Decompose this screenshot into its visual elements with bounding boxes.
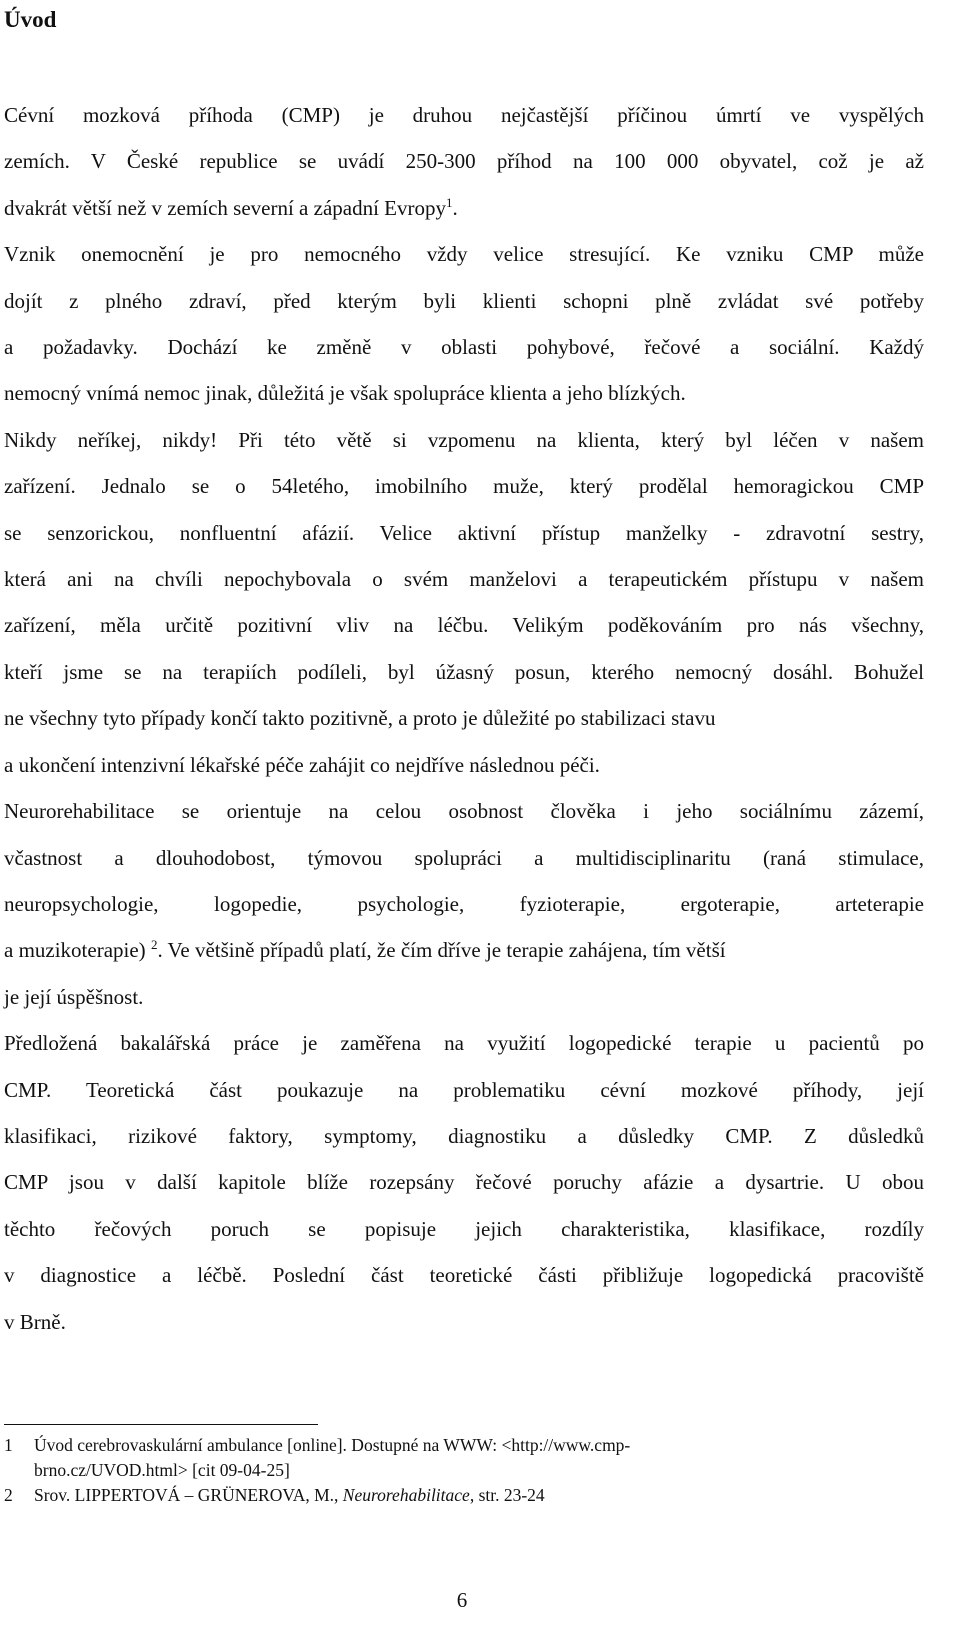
text-line: zařízení. Jednalo se o 54letého, imobilního muže, který prodělal hemoragickou CMP xyxy=(4,474,924,499)
text-line: a požadavky. Dochází ke změně v oblasti pohybové, řečové a sociální. Každý xyxy=(4,335,924,360)
text-line: kteří jsme se na terapiích podíleli, byl úžasný posun, kterého nemocný dosáhl. Bohužel xyxy=(4,659,924,684)
text-line: dojít z plného zdraví, před kterým byli klienti schopni plně zvládat své potřeby xyxy=(4,288,924,313)
text-line: včastnost a dlouhodobost, týmovou spolupráci a multidisciplinaritu (raná stimulace, xyxy=(4,845,924,870)
text-line: CMP. Teoretická část poukazuje na problematiku cévní mozkové příhody, její xyxy=(4,1077,924,1102)
text-line: v diagnostice a léčbě. Poslední část teoretické části přibližuje logopedická pracoviště xyxy=(4,1263,924,1288)
text-fragment: . Ve většině případů platí, že čím dříve je terapie zahájena, tím větší xyxy=(157,938,726,963)
text-line: Cévní mozková příhoda (CMP) je druhou nejčastější příčinou úmrtí ve vyspělých xyxy=(4,103,924,127)
footnote-number: 2 xyxy=(4,1485,13,1505)
text-line xyxy=(4,185,924,231)
text-line: nemocný vnímá nemoc jinak, důležitá je však spolupráce klienta a jeho blízkých. xyxy=(4,381,686,406)
text-line: zařízení, měla určitě pozitivní vliv na léčbu. Velikým poděkováním pro nás všechny, xyxy=(4,613,924,638)
footnote-fragment: , str. 23-24 xyxy=(469,1485,545,1505)
text-fragment: . xyxy=(452,195,458,220)
text-line: Neurorehabilitace se orientuje na celou osobnost člověka i jeho sociálnímu zázemí, xyxy=(4,799,924,824)
text-line: a ukončení intenzivní lékařské péče zahájit co nejdříve následnou péči. xyxy=(4,752,600,777)
text-line: je její úspěšnost. xyxy=(4,984,144,1009)
footnote-line: brno.cz/UVOD.html> [cit 09-04-25] xyxy=(34,1460,290,1480)
section-heading: Úvod xyxy=(4,7,57,32)
text-line: Vznik onemocnění je pro nemocného vždy velice stresující. Ke vzniku CMP může xyxy=(4,242,924,267)
text-line: CMP jsou v další kapitole blíže rozepsány řečové poruchy afázie a dysartrie. U obou xyxy=(4,1170,924,1195)
text-line: klasifikaci, rizikové faktory, symptomy, diagnostiku a důsledky CMP. Z důsledků xyxy=(4,1123,924,1148)
text-line: zemích. V České republice se uvádí 250-300 příhod na 100 000 obyvatel, což je až xyxy=(4,149,924,174)
page-number: 6 xyxy=(456,1588,468,1612)
text-line: Nikdy neříkej, nikdy! Při této větě si vzpomenu na klienta, který byl léčen v našem xyxy=(4,427,924,452)
text-line: neuropsychologie, logopedie, psychologie, fyzioterapie, ergoterapie, arteterapie xyxy=(4,891,924,916)
paragraph-3 xyxy=(4,1020,924,1345)
paragraph-1 xyxy=(4,92,924,788)
text-line: těchto řečových poruch se popisuje jejich charakteristika, klasifikace, rozdíly xyxy=(4,1216,924,1241)
text-line: ne všechny tyto případy končí takto pozitivně, a proto je důležité po stabilizaci stavu xyxy=(4,706,716,731)
footnote-1 xyxy=(4,1433,884,1483)
footnote-text xyxy=(34,1433,884,1483)
paragraph-2 xyxy=(4,788,924,1020)
text-fragment: a muzikoterapie) xyxy=(4,938,146,963)
footnote-text xyxy=(34,1483,884,1508)
footnote-line: Úvod cerebrovaskulární ambulance [online]. Dostupné na WWW: <http://www.cmp- xyxy=(34,1435,631,1455)
footnote-title: Neurorehabilitace xyxy=(342,1485,470,1505)
text-line: v Brně. xyxy=(4,1309,66,1334)
text-fragment: dvakrát větší než v zemích severní a západní Evropy xyxy=(4,195,446,220)
footnote-fragment: Srov. LIPPERTOVÁ – GRÜNEROVA, M., xyxy=(34,1485,343,1505)
footnote-number: 1 xyxy=(4,1435,13,1455)
footnote-2 xyxy=(4,1483,884,1508)
footnote-separator xyxy=(4,1424,318,1425)
body-text xyxy=(4,92,924,1345)
text-line: která ani na chvíli nepochybovala o svém manželovi a terapeutickém přístupu v našem xyxy=(4,567,924,592)
text-line: se senzorickou, nonfluentní afázií. Velice aktivní přístup manželky - zdravotní sestry, xyxy=(4,520,924,545)
text-line xyxy=(4,927,924,973)
footnote-ref-1: 1 xyxy=(445,194,453,210)
footnote-ref-2: 2 xyxy=(150,937,158,953)
footnotes xyxy=(4,1433,884,1508)
text-line: Předložená bakalářská práce je zaměřena na využití logopedické terapie u pacientů po xyxy=(4,1031,924,1056)
